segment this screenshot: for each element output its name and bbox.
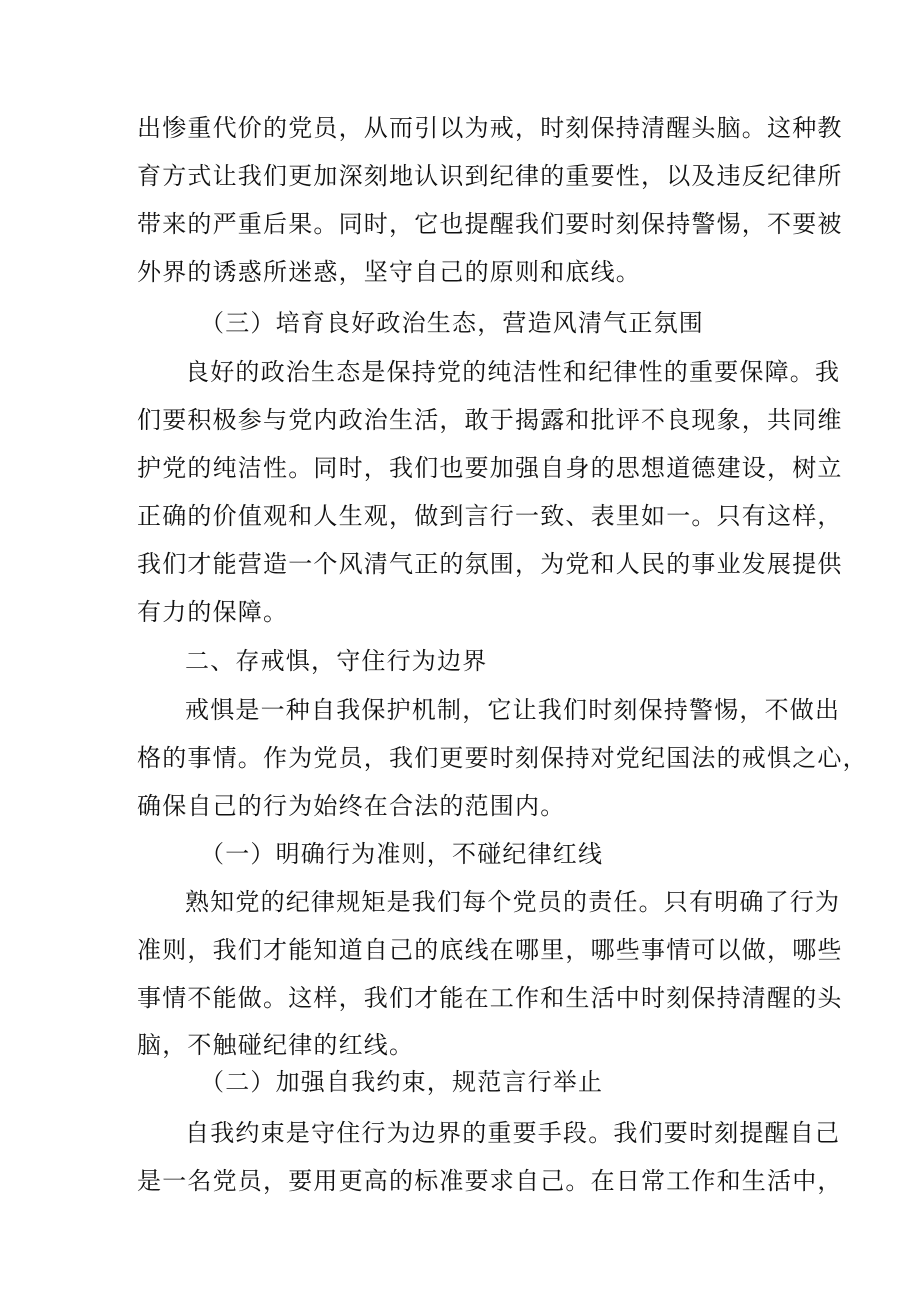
paragraph-line: 护党的纯洁性。同时，我们也要加强自身的思想道德建设，树立 [137,454,843,482]
paragraph-line: 出惨重代价的党员，从而引以为戒，时刻保持清醒头脑。这种教 [137,114,843,142]
paragraph-line: 脑，不触碰纪律的红线。 [137,1031,415,1059]
paragraph-line: 我们才能营造一个风清气正的氛围，为党和人民的事业发展提供 [137,550,843,578]
paragraph-line: 外界的诱惑所迷惑，坚守自己的原则和底线。 [137,258,641,286]
paragraph-line: 熟知党的纪律规矩是我们每个党员的责任。只有明确了行为 [185,888,841,916]
paragraph-line: 带来的严重后果。同时，它也提醒我们要时刻保持警惕，不要被 [137,210,843,238]
paragraph-line: 格的事情。作为党员，我们更要时刻保持对党纪国法的戒惧之心， [137,744,868,772]
paragraph-line: 确保自己的行为始终在合法的范围内。 [137,792,566,820]
section-subheading: （一）明确行为准则，不碰纪律红线 [200,840,604,868]
paragraph-line: 正确的价值观和人生观，做到言行一致、表里如一。只有这样， [137,502,843,530]
section-subheading: （三）培育良好政治生态，营造风清气正氛围 [200,309,704,337]
section-subheading: （二）加强自我约束，规范言行举止 [200,1068,604,1096]
paragraph-line: 良好的政治生态是保持党的纯洁性和纪律性的重要保障。我 [185,358,841,386]
paragraph-line: 有力的保障。 [137,598,289,626]
paragraph-line: 育方式让我们更加深刻地认识到纪律的重要性，以及违反纪律所 [137,162,843,190]
section-heading: 二、存戒惧，守住行为边界 [185,647,488,675]
paragraph-line: 事情不能做。这样，我们才能在工作和生活中时刻保持清醒的头 [137,984,843,1012]
paragraph-line: 自我约束是守住行为边界的重要手段。我们要时刻提醒自己 [185,1119,841,1147]
paragraph-line: 们要积极参与党内政治生活，敢于揭露和批评不良现象，共同维 [137,406,843,434]
paragraph-line: 戒惧是一种自我保护机制，它让我们时刻保持警惕，不做出 [185,696,841,724]
paragraph-line: 准则，我们才能知道自己的底线在哪里，哪些事情可以做，哪些 [137,936,843,964]
paragraph-line: 是一名党员，要用更高的标准要求自己。在日常工作和生活中， [137,1167,843,1195]
